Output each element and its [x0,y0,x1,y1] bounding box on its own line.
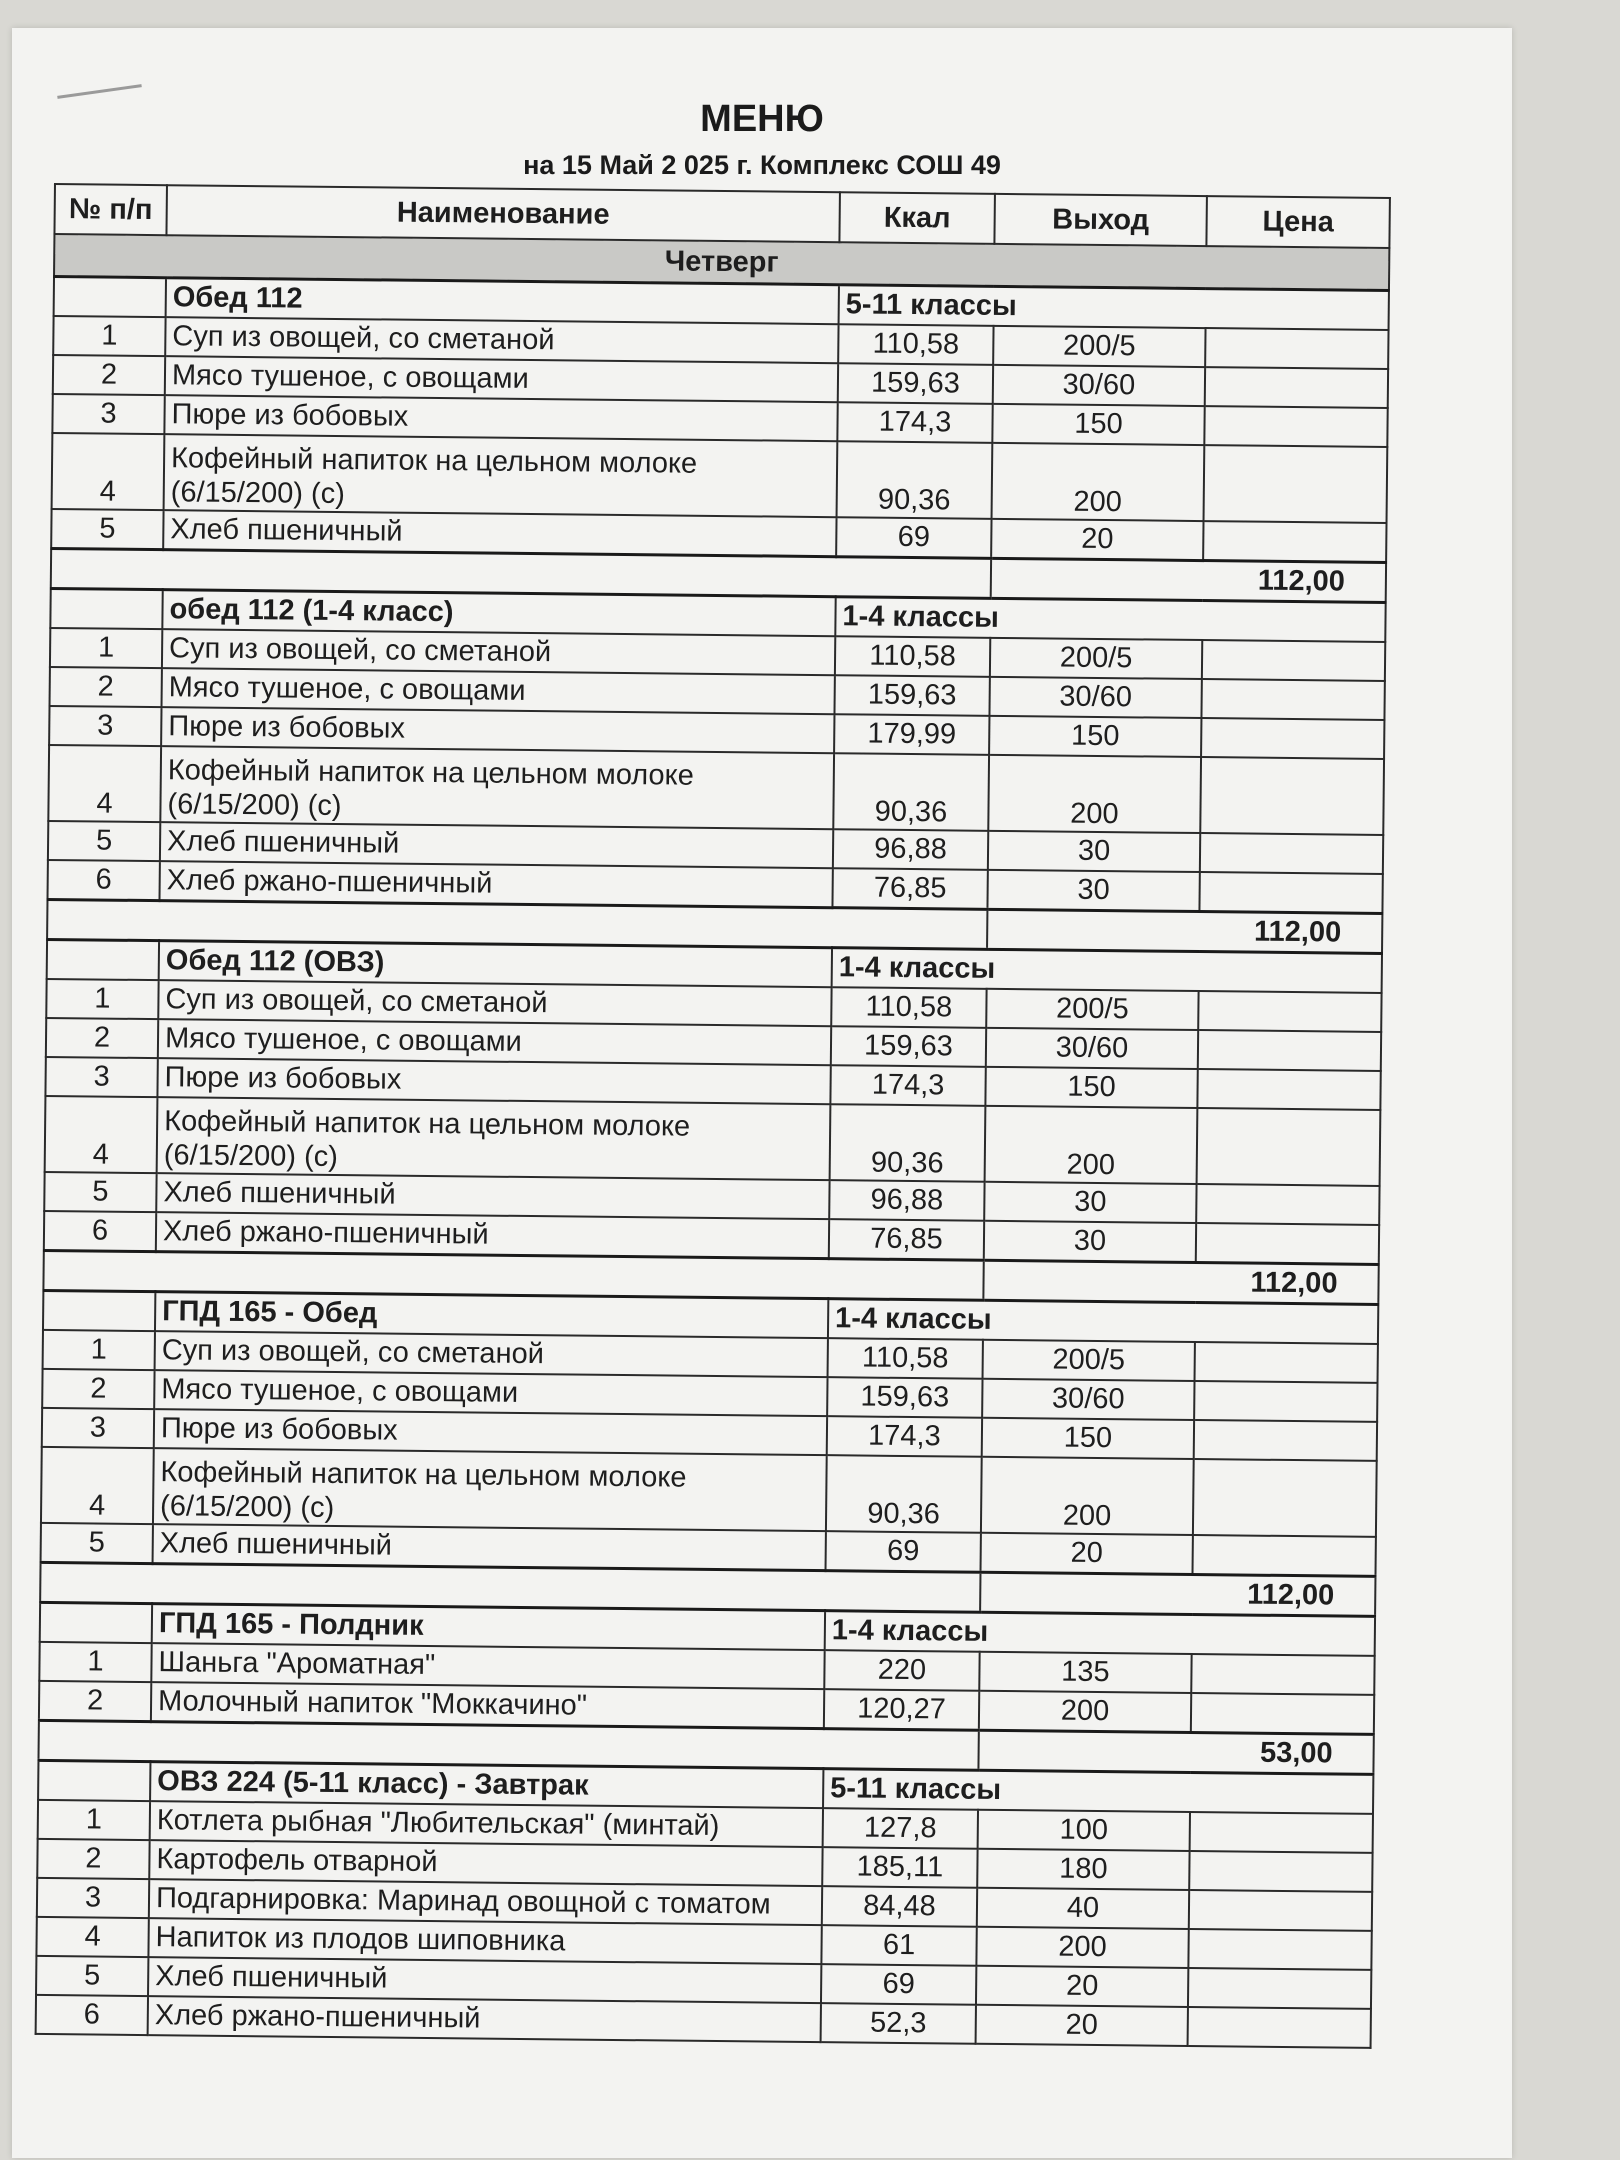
menu-table [35,183,1391,2049]
item-price [1201,718,1384,759]
item-kcal: 76,85 [832,868,987,909]
item-kcal: 159,63 [831,1026,986,1067]
item-number: 3 [52,394,164,434]
item-output: 200/5 [983,1340,1195,1381]
item-output: 135 [979,1652,1191,1693]
item-price [1189,1851,1372,1892]
item-name: Мясо тушеное, с овощами [158,1019,831,1065]
item-number: 4 [41,1447,154,1524]
item-price [1194,1381,1377,1422]
item-kcal: 110,58 [838,324,993,365]
item-price [1197,1069,1380,1110]
item-number: 5 [48,821,160,861]
item-kcal: 69 [836,517,991,558]
item-output: 200 [985,1106,1198,1184]
item-name: Хлеб ржано-пшеничный [148,1996,821,2042]
item-output: 100 [978,1810,1190,1851]
item-number: 4 [48,745,161,822]
item-output: 200 [981,1457,1194,1535]
item-price [1198,991,1381,1032]
item-kcal: 174,3 [837,402,992,443]
item-name: Пюре из бобовых [161,707,834,753]
item-price [1196,1223,1379,1264]
item-output: 200 [976,1927,1188,1968]
item-kcal: 110,58 [828,1338,983,1379]
section-total-price: 112,00 [987,909,1382,953]
item-name: Кофейный напиток на цельном молоке (6/15/200) (с) [160,746,834,829]
item-kcal: 96,88 [833,829,988,870]
item-number: 5 [36,1956,148,1996]
section-num-cell [38,1760,150,1801]
item-number: 4 [36,1917,148,1957]
item-output: 150 [992,404,1204,445]
item-output: 200 [992,443,1205,521]
section-total-price: 112,00 [991,558,1386,602]
item-price [1204,406,1387,447]
item-price [1188,1968,1371,2009]
section-title: ГПД 165 - Полдник [152,1604,825,1651]
item-number: 3 [42,1408,154,1448]
item-name: Хлеб ржано-пшеничный [159,861,832,908]
item-output: 20 [981,1533,1193,1575]
section-title: Обед 112 (ОВЗ) [159,941,832,988]
item-name: Хлеб пшеничный [148,1957,821,2003]
table-row [45,1096,1381,1186]
item-name: Кофейный напиток на цельном молоке (6/15/200) (с) [157,1097,831,1180]
item-number: 1 [46,979,158,1019]
section-grade: 1-4 классы [835,597,1385,642]
item-kcal: 90,36 [830,1104,986,1182]
item-kcal: 159,63 [827,1377,982,1418]
section-grade: 5-11 классы [823,1769,1373,1814]
item-number: 1 [53,316,165,356]
item-kcal: 110,58 [831,987,986,1028]
item-name: Суп из овощей, со сметаной [155,1331,828,1377]
item-number: 3 [45,1057,157,1097]
section-num-cell [54,277,166,318]
item-price [1190,1812,1373,1853]
section-num-cell [43,1290,155,1331]
table-row [41,1447,1377,1537]
item-name: Котлета рыбная "Любительская" (минтай) [150,1801,823,1847]
item-kcal: 90,36 [826,1455,982,1533]
item-price [1192,1535,1375,1576]
item-number: 2 [50,667,162,707]
item-number: 6 [47,860,159,901]
section-title: ОВЗ 224 (5-11 класс) - Завтрак [150,1762,823,1809]
item-kcal: 185,11 [822,1847,977,1888]
item-price [1196,1184,1379,1225]
item-name: Хлеб пшеничный [153,1524,826,1571]
item-price [1199,872,1382,913]
item-name: Пюре из бобовых [157,1058,830,1104]
item-output: 30/60 [986,1028,1198,1069]
item-output: 150 [989,716,1201,757]
item-price [1197,1108,1381,1186]
item-price [1188,2007,1371,2048]
item-output: 30 [988,831,1200,872]
section-grade: 1-4 классы [825,1611,1375,1656]
item-kcal: 69 [826,1531,981,1572]
item-kcal: 179,99 [834,714,989,755]
item-price [1201,679,1384,720]
item-kcal: 159,63 [834,675,989,716]
item-number: 2 [37,1839,149,1879]
item-number: 3 [49,706,161,746]
item-name: Пюре из бобовых [164,395,837,441]
item-price [1205,328,1388,369]
item-output: 200/5 [993,326,1205,367]
item-name: Хлеб пшеничный [163,510,836,557]
item-output: 150 [982,1418,1194,1459]
item-name: Напиток из плодов шиповника [148,1918,821,1964]
item-number: 2 [46,1018,158,1058]
item-name: Подгарнировка: Маринад овощной с томатом [149,1879,822,1925]
item-number: 4 [52,433,165,510]
item-name: Хлеб пшеничный [160,822,833,868]
item-output: 20 [991,519,1203,561]
item-name: Суп из овощей, со сметаной [158,980,831,1026]
item-price [1202,640,1385,681]
item-name: Картофель отварной [149,1840,822,1886]
section-total-price: 112,00 [980,1572,1375,1616]
item-price [1198,1030,1381,1071]
item-number: 1 [43,1330,155,1370]
item-number: 3 [37,1878,149,1918]
item-output: 20 [976,1966,1188,2007]
item-name: Суп из овощей, со сметаной [165,317,838,363]
header-name: Наименование [166,185,839,242]
item-number: 5 [44,1172,156,1212]
item-output: 30 [987,870,1199,912]
item-price [1195,1342,1378,1383]
table-row [52,433,1388,523]
item-kcal: 220 [824,1650,979,1691]
item-name: Мясо тушеное, с овощами [162,668,835,714]
page-title: МЕНЮ [700,98,824,140]
item-kcal: 90,36 [833,753,989,831]
section-title: Обед 112 [166,278,839,325]
item-kcal: 120,27 [824,1689,979,1730]
item-output: 30 [984,1182,1196,1223]
section-num-cell [50,588,162,629]
item-price [1189,1890,1372,1931]
staple-mark [57,84,142,99]
page-subtitle: на 15 Май 2 025 г. Комплекс СОШ 49 [523,150,1001,180]
item-number: 1 [50,628,162,668]
item-output: 200 [979,1691,1191,1733]
item-output: 30 [984,1221,1196,1263]
item-price [1191,1654,1374,1695]
item-name: Кофейный напиток на цельном молоке (6/15/200) (с) [164,434,838,517]
item-number: 6 [36,1995,148,2035]
menu-sheet [12,28,1512,2158]
item-number: 1 [38,1800,150,1840]
item-kcal: 174,3 [830,1065,985,1106]
item-kcal: 96,88 [829,1180,984,1221]
table-row [48,745,1384,835]
item-output: 200/5 [986,989,1198,1030]
item-name: Шаньга "Ароматная" [151,1643,824,1689]
header-num: № п/п [54,184,167,235]
item-output: 200/5 [990,638,1202,679]
item-name: Пюре из бобовых [154,1409,827,1455]
item-number: 6 [44,1211,156,1252]
item-kcal: 159,63 [838,363,993,404]
item-kcal: 69 [821,1964,976,2005]
item-price [1205,367,1388,408]
section-grade: 1-4 классы [828,1299,1378,1344]
item-output: 200 [988,755,1201,833]
item-output: 30/60 [982,1379,1194,1420]
header-price: Цена [1206,196,1390,248]
item-name: Молочный напиток "Моккачино" [151,1682,824,1729]
day-label: Четверг [54,234,1389,290]
item-name: Кофейный напиток на цельном молоке (6/15/200) (с) [153,1448,827,1531]
item-name: Хлеб ржано-пшеничный [156,1212,829,1259]
item-name: Хлеб пшеничный [156,1173,829,1219]
item-price [1203,521,1386,562]
item-kcal: 84,48 [822,1886,977,1927]
item-kcal: 127,8 [823,1808,978,1849]
item-number: 2 [39,1681,151,1722]
section-total-price: 53,00 [978,1730,1373,1774]
item-name: Суп из овощей, со сметаной [162,629,835,675]
item-output: 30/60 [993,365,1205,406]
item-number: 5 [41,1523,153,1564]
item-number: 1 [39,1642,151,1682]
header-out: Выход [994,194,1207,246]
item-price [1193,1459,1377,1537]
section-num-cell [47,939,159,980]
item-output: 180 [977,1849,1189,1890]
item-output: 20 [976,2005,1188,2046]
section-title: обед 112 (1-4 класс) [162,590,835,637]
item-output: 150 [985,1067,1197,1108]
item-price [1200,833,1383,874]
item-price [1194,1420,1377,1461]
section-num-cell [40,1602,152,1643]
item-number: 5 [51,509,163,550]
item-number: 2 [42,1369,154,1409]
item-name: Мясо тушеное, с овощами [165,356,838,402]
item-kcal: 90,36 [837,441,993,519]
item-price [1188,1929,1371,1970]
section-total-price: 112,00 [983,1260,1378,1304]
item-number: 4 [45,1096,158,1173]
item-number: 2 [53,355,165,395]
item-kcal: 174,3 [827,1416,982,1457]
section-grade: 1-4 классы [832,948,1382,993]
header-kcal: Ккал [839,192,995,244]
item-kcal: 110,58 [835,636,990,677]
item-output: 30/60 [989,677,1201,718]
section-grade: 5-11 классы [839,285,1389,330]
item-price [1200,757,1384,835]
item-kcal: 61 [821,1925,976,1966]
item-price [1191,1693,1374,1734]
item-kcal: 76,85 [829,1219,984,1260]
item-kcal: 52,3 [821,2003,976,2044]
menu-body [36,234,1390,2048]
item-price [1204,445,1388,523]
item-output: 40 [977,1888,1189,1929]
section-title: ГПД 165 - Обед [155,1292,828,1339]
item-name: Мясо тушеное, с овощами [154,1370,827,1416]
